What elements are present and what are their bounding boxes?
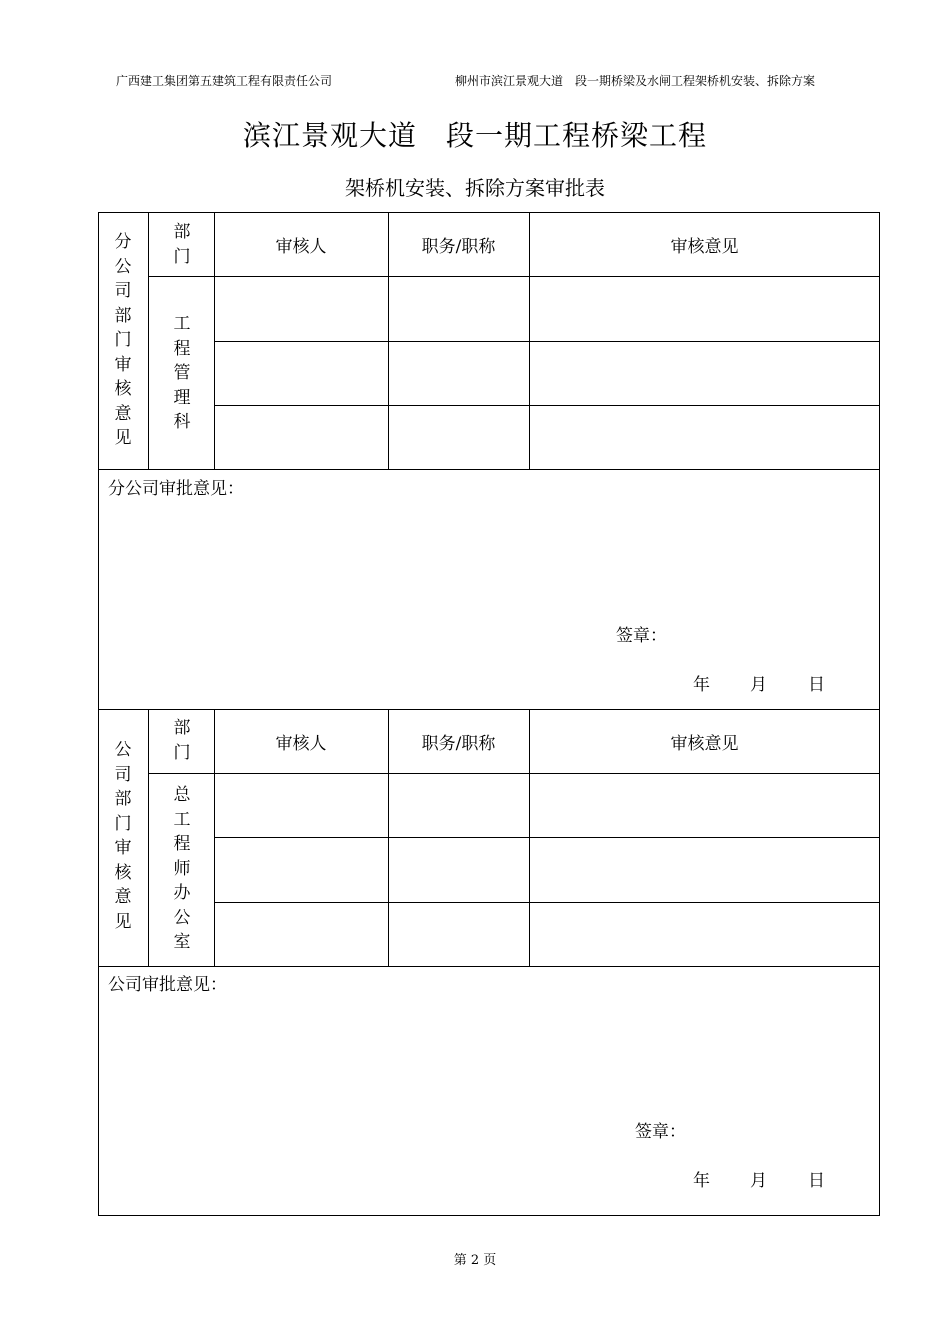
section1-col-title: 职务/职称 (421, 236, 496, 257)
page-title: 滨江景观大道 段一期工程桥梁工程 (242, 119, 707, 152)
divider (214, 837, 880, 838)
header-project: 柳州市滨江景观大道 段一期桥梁及水闸工程架桥机安装、拆除方案 (455, 74, 816, 88)
divider (98, 469, 880, 470)
section2-dept-header: 部 门 (173, 718, 191, 763)
approval2-month: 月 (750, 1171, 767, 1191)
approval1-label: 分公司审批意见： (108, 479, 244, 499)
approval1-month: 月 (750, 675, 767, 695)
approval2-year: 年 (693, 1171, 710, 1191)
page-subtitle: 架桥机安装、拆除方案审批表 (345, 176, 605, 200)
section1-dept-name: 工 程 管 理 科 (173, 314, 191, 432)
section2-side-label: 公 司 部 门 审 核 意 见 (114, 740, 132, 932)
page-number: 第 2 页 (453, 1253, 497, 1268)
section1-col-reviewer: 审核人 (275, 236, 327, 257)
divider (148, 709, 149, 966)
approval2-label: 公司审批意见： (108, 975, 227, 995)
approval1-seal: 签章： (616, 626, 667, 646)
divider (148, 276, 880, 277)
section2-col-reviewer: 审核人 (275, 733, 327, 754)
section1-side-label: 分 公 司 部 门 审 核 意 见 (114, 232, 132, 448)
approval2-day: 日 (808, 1171, 825, 1191)
divider (214, 902, 880, 903)
section1-col-opinion: 审核意见 (670, 236, 739, 257)
divider (214, 405, 880, 406)
header-company: 广西建工集团第五建筑工程有限责任公司 (116, 74, 333, 88)
section2-dept-name: 总 工 程 师 办 公 室 (173, 785, 191, 952)
divider (148, 773, 880, 774)
approval2-seal: 签章： (635, 1122, 686, 1142)
section2-col-title: 职务/职称 (421, 733, 496, 754)
section1-dept-header: 部 门 (173, 222, 191, 267)
section2-col-opinion: 审核意见 (670, 733, 739, 754)
approval1-day: 日 (808, 675, 825, 695)
divider (148, 212, 149, 469)
divider (214, 341, 880, 342)
approval1-year: 年 (693, 675, 710, 695)
divider (98, 966, 880, 967)
